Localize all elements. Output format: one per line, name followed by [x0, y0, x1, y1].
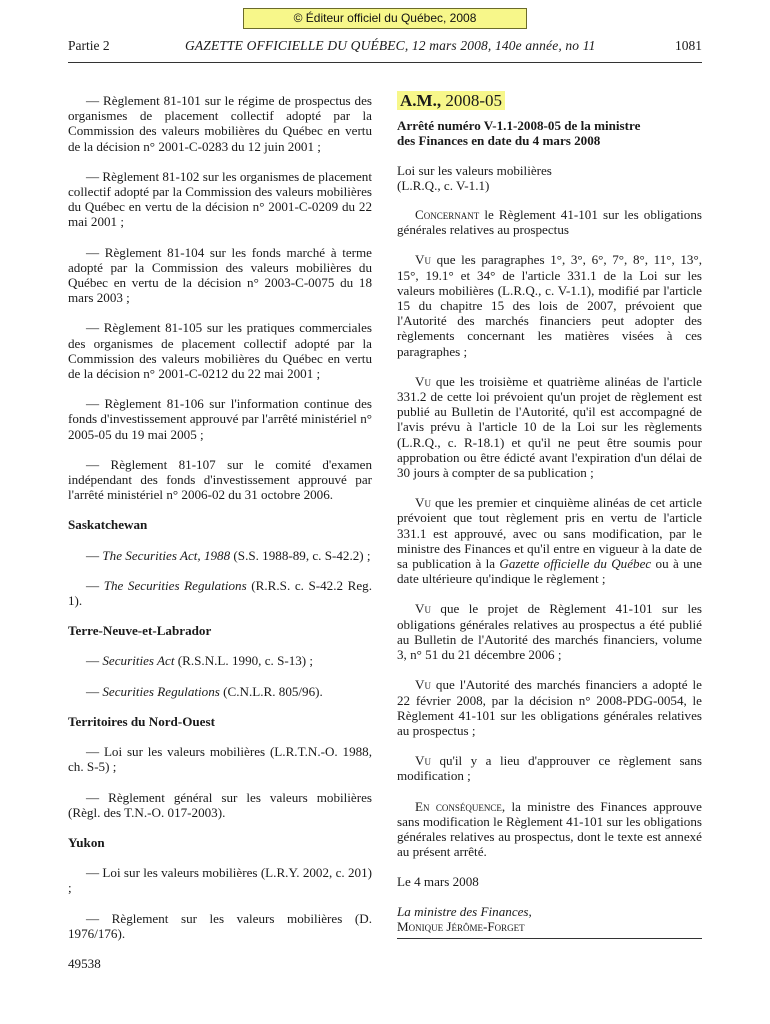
signature-name: Monique Jérôme-Forget — [397, 918, 525, 934]
right-column — [397, 93, 702, 939]
list-item: — The Securities Regulations (R.R.S. c. S-42.2 Reg. 1). — [68, 577, 373, 609]
list-item: — Règlement général sur les valeurs mobilières (Règl. des T.N.-O. 017-2003). — [68, 789, 373, 820]
law-reference: Loi sur les valeurs mobilières (L.R.Q., c. V-1.1) — [397, 162, 552, 193]
signature-rule — [397, 938, 702, 939]
section-heading-saskatchewan: Saskatchewan — [68, 517, 148, 533]
section-heading-terre-neuve: Terre-Neuve-et-Labrador — [68, 623, 212, 639]
vu-paragraph: Vu que les premier et cinquième alinéas de cet article prévoient que tout règlement pris en vertu de l'article 331.1 est approuvé, avec ou sans modification, par le ministre des Finances et qu'il entre en vigueur à la date de sa publication à la Gazette officielle du Québec ou à une date ultérieure qu'indique le règlement ; — [397, 495, 702, 587]
list-item: — Loi sur les valeurs mobilières (L.R.T.N.-O. 1988, ch. S-5) ; — [68, 744, 372, 775]
list-item: — Règlement 81-105 sur les pratiques commerciales des organismes de placement collectif adopté par la Commission des valeurs mobilières du Québec en vertu de la décision n° 2001-C-0212 du 22 mai 2001 ; — [68, 320, 372, 382]
header-section: Partie 2 — [68, 38, 110, 53]
header-page-number: 1081 — [675, 38, 702, 53]
section-heading-territoires: Territoires du Nord-Ouest — [68, 713, 215, 729]
header-rule — [68, 62, 702, 63]
decree-title: Arrêté numéro V-1.1-2008-05 de la ministre des Finances en date du 4 mars 2008 — [397, 118, 641, 149]
left-column — [68, 93, 372, 986]
page-header — [68, 38, 702, 60]
copyright-banner: © Éditeur officiel du Québec, 2008 — [243, 8, 527, 29]
list-item: — Règlement sur les valeurs mobilières (D. 1976/176). — [68, 910, 372, 941]
vu-paragraph: Vu que les paragraphes 1°, 3°, 6°, 7°, 8°, 11°, 13°, 15°, 19.1° et 34° de l'article 331.1 de la Loi sur les valeurs mobilières (L.R.Q., c. V-1.1), modifié par l'article 15 du chapitre 15 des lois de 2007, prévoient que l'Autorité des marchés financiers peut adopter des règlements concernant les matières visées à ces paragraphes ; — [397, 252, 702, 359]
vu-paragraph: Vu que le projet de Règlement 41-101 sur les obligations générales relatives au prospectus a été publié au Bulletin de l'Autorité des marchés financiers, volume 3, n° 51 du 21 décembre 2006 ; — [397, 601, 702, 663]
signature-block — [397, 904, 702, 934]
document-number: 49538 — [68, 955, 101, 971]
signature-title: La ministre des Finances, — [397, 903, 532, 919]
list-item: — Securities Act (R.S.N.L. 1990, c. S-13) ; — [86, 653, 314, 669]
section-heading-yukon: Yukon — [68, 834, 105, 850]
list-item: — Règlement 81-104 sur les fonds marché à terme adopté par la Commission des valeurs mobilières du Québec en vertu de la décision n° 2003-C-0075 du 18 mars 2003 ; — [68, 244, 372, 306]
list-item: — Règlement 81-106 sur l'information continue des fonds d'investissement approuvé par l'arrêté ministériel n° 2005-05 du 19 mai 2005 ; — [68, 396, 372, 442]
consequence-paragraph: En conséquence, la ministre des Finances approuve sans modification le Règlement 41-101 sur les obligations générales relatives au prospectus, dont le texte est annexé au présent arrêté. — [397, 798, 702, 860]
list-item: — Règlement 81-101 sur le régime de prospectus des organismes de placement collectif adopté par la Commission des valeurs mobilières du Québec en vertu de la décision n° 2001-C-0283 du 12 juin 2001 ; — [68, 93, 372, 154]
list-item: — The Securities Act, 1988 (S.S. 1988-89, c. S-42.2) ; — [86, 547, 371, 563]
list-item: — Règlement 81-102 sur les organismes de placement collectif adopté par la Commission des valeurs mobilières du Québec en vertu de la décision n° 2001-C-0209 du 22 mai 2001 ; — [68, 168, 372, 230]
vu-paragraph: Vu qu'il y a lieu d'approuver ce règlement sans modification ; — [397, 753, 702, 784]
list-item: — Loi sur les valeurs mobilières (L.R.Y. 2002, c. 201) ; — [68, 865, 372, 896]
header-publication-title: GAZETTE OFFICIELLE DU QUÉBEC, 12 mars 2008, 140e année, no 11 — [185, 38, 596, 53]
vu-paragraph: Vu que l'Autorité des marchés financiers a adopté le 22 février 2008, par la décision n° 2008-PDG-0054, le Règlement 41-101 sur les obligations générales relatives au prospectus ; — [397, 677, 702, 738]
am-label: A.M., 2008-05 — [397, 93, 702, 108]
decree-date: Le 4 mars 2008 — [397, 874, 479, 890]
list-item: — Règlement 81-107 sur le comité d'examen indépendant des fonds d'investissement approuvé par l'arrêté ministériel n° 2006-02 du 31 octobre 2006. — [68, 456, 372, 503]
list-item: — Securities Regulations (C.N.L.R. 805/96). — [86, 683, 323, 699]
vu-paragraph: Vu que les troisième et quatrième alinéas de l'article 331.2 de cette loi prévoient qu'un projet de règlement est publié au Bulletin de l'Autorité, qu'il est accompagné de l'avis prévu à l'article 10 de la Loi sur les règlements (L.R.Q., c. R-18.1) et qu'il ne peut être soumis pour approbation ou être édicté avant l'expiration d'un délai de 30 jours à compter de sa publication ; — [397, 373, 702, 481]
concernant-paragraph: Concernant le Règlement 41-101 sur les obligations générales relatives au prospectus — [397, 207, 702, 238]
